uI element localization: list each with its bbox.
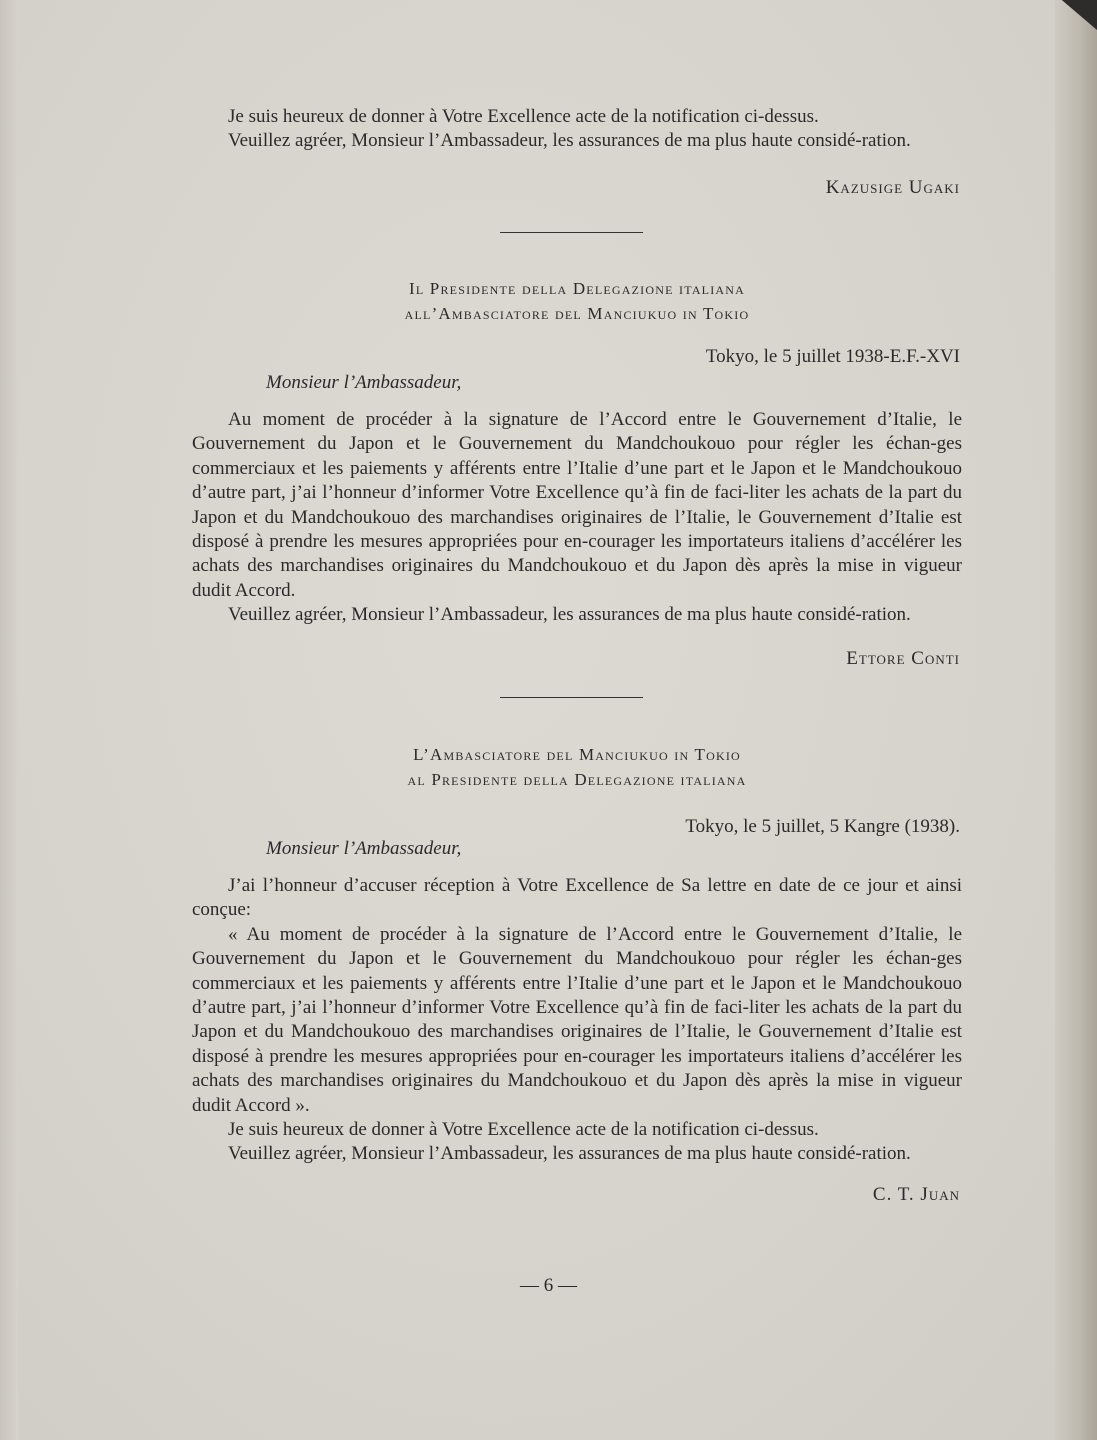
section1-text	[192, 105, 962, 154]
signature-ugaki: Kazusige Ugaki	[825, 177, 960, 198]
section2-body	[192, 408, 962, 628]
signature-juan: C. T. Juan	[872, 1184, 960, 1205]
section2-body-paragraph: Au moment de procéder à la signature de l’Accord entre le Gouvernement d’Italie, le Gouvernement du Japon et le Gouvernement du Mandchoukouo pour régler les échan-ges commerciaux et les paiements y afférents entre l’Italie d’une part et le Japon et le Mandchoukouo d’autre part, j’ai l’honneur d’informer Votre Excellence qu’à fin de faci-liter les achats de la part du Japon et du Mandchoukouo des marchandises originaires de l’Italie, le Gouvernement d’Italie est disposé à prendre les mesures appropriées pour en-courager les importateurs italiens d’accélérer les achats des marchandises originaires du Mandchoukouo et du Japon dès après la mise in vigueur dudit Accord.	[192, 409, 962, 601]
section3-heading-line1: L’Ambasciatore del Manciukuo in Tokio	[413, 745, 741, 764]
page-right-edge	[1055, 0, 1097, 1440]
section2-heading-line1: Il Presidente della Delegazione italiana	[408, 279, 746, 298]
section3-intro: J’ai l’honneur d’accuser réception à Votre Excellence de Sa lettre en date de ce jour et ainsi conçue:	[192, 875, 962, 921]
section3-ack: Je suis heureux de donner à Votre Excellence acte de la notification ci-dessus.	[228, 1119, 819, 1141]
section1-line1: Je suis heureux de donner à Votre Excellence acte de la notification ci-dessus.	[228, 106, 819, 127]
section3-body	[192, 874, 962, 1167]
section2-heading-line2: all’Ambasciatore del Manciukuo in Tokio	[404, 304, 750, 323]
section-divider-1	[500, 232, 643, 233]
page-left-edge	[0, 0, 18, 1440]
section-divider-2	[500, 697, 643, 698]
section2-salutation: Monsieur l’Ambassadeur,	[266, 372, 462, 393]
section3-heading-line2: al Presidente della Delegazione italiana	[407, 770, 747, 789]
section1-line2: Veuillez agréer, Monsieur l’Ambassadeur, les assurances de ma plus haute considé-ration.	[228, 130, 911, 152]
signature-conti: Ettore Conti	[846, 648, 960, 669]
section3-closing: Veuillez agréer, Monsieur l’Ambassadeur, les assurances de ma plus haute considé-ration.	[228, 1143, 911, 1165]
page-number: — 6 —	[520, 1275, 577, 1296]
section3-quote: « Au moment de procéder à la signature de l’Accord entre le Gouvernement d’Italie, le Gouvernement du Japon et le Gouvernement du Mandchoukouo pour régler les échan-ges commerciaux et les paiements y afférents entre l’Italie d’une part et le Japon et le Mandchoukouo d’autre part, j’ai l’honneur d’informer Votre Excellence qu’à fin de faci-liter les achats de la part du Japon et du Mandchoukouo des marchandises originaires de l’Italie, le Gouvernement d’Italie est disposé à prendre les mesures appropriées pour en-courager les importateurs italiens d’accélérer les achats des marchandises originaires du Mandchoukouo et du Japon dès après la mise in vigueur dudit Accord ».	[192, 923, 962, 1116]
section3-dateline: Tokyo, le 5 juillet, 5 Kangre (1938).	[685, 816, 960, 837]
section3-salutation: Monsieur l’Ambassadeur,	[266, 838, 462, 859]
section2-closing: Veuillez agréer, Monsieur l’Ambassadeur, les assurances de ma plus haute considé-ration.	[228, 604, 911, 626]
section2-dateline: Tokyo, le 5 juillet 1938-E.F.-XVI	[705, 346, 960, 367]
